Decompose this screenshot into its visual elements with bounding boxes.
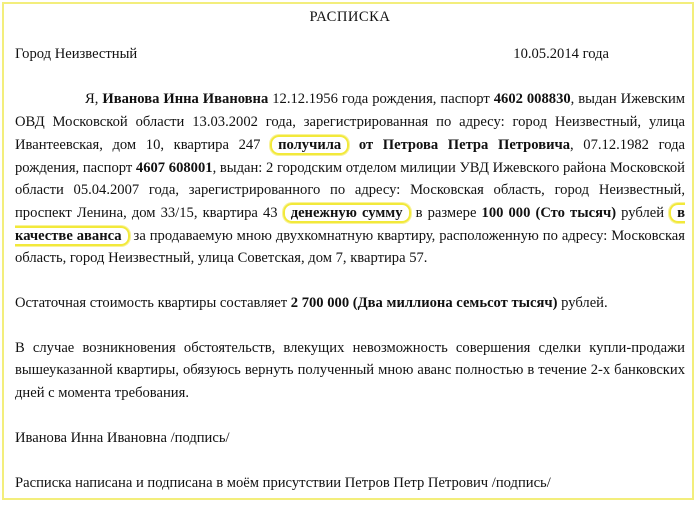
text-fragment: Я, bbox=[85, 91, 103, 108]
text-fragment: рублей. bbox=[557, 295, 608, 312]
highlight-money: денежную сумму bbox=[283, 203, 411, 223]
text-fragment: , выдан Ижевским ОВД Московской области 13.03.2002 года, зарегистрированная по адресу: город Неизвестный, улица Ивантеевская, дом 10, квартира 247 bbox=[15, 91, 685, 153]
obligation-paragraph: В случае возникновения обстоятельств, влекущих невозможность совершения сделки купли-продажи вышеуказанной квартиры, обязуюсь вернуть полученный мною аванс полностью в течение 2-х банковских дней с момента требования. bbox=[15, 339, 685, 402]
text-fragment: за продаваемую мною двухкомнатную квартиру, расположенную по адресу: Московская область, город Неизвестный, улица Советская, дом 7, квартира 57. bbox=[15, 227, 686, 267]
signature-witness: Расписка написана и подписана в моём присутствии Петров Петр Петрович /подпись/ bbox=[15, 474, 551, 491]
borrower-name: Иванова Инна Ивановна bbox=[102, 91, 269, 108]
receipt-document bbox=[15, 6, 685, 494]
text-fragment: рублей bbox=[616, 204, 670, 221]
borrower-passport: 4602 008830 bbox=[493, 91, 571, 108]
highlight-advance: в качестве аванса bbox=[15, 204, 685, 244]
text-fragment: , выдан: 2 городским отделом милиции УВД Ижевского района Московской области 05.04.2007 года, зарегистрированного по адресу: Московская область, город Неизвестный, проспект Ленина, дом 33/15, квартира 43 bbox=[15, 159, 685, 221]
remaining-cost-paragraph bbox=[15, 292, 685, 315]
date: 10.05.2014 года bbox=[513, 45, 609, 62]
lender-name: от Петрова Петра Петровича bbox=[358, 136, 571, 153]
main-paragraph bbox=[15, 88, 685, 270]
signature-borrower: Иванова Инна Ивановна /подпись/ bbox=[15, 429, 230, 446]
document-header bbox=[15, 43, 685, 66]
text-fragment: 12.12.1956 года рождения, паспорт bbox=[268, 91, 494, 108]
highlight-received: получила bbox=[270, 135, 349, 155]
lender-passport: 4607 608001 bbox=[135, 159, 213, 176]
text-fragment bbox=[349, 137, 359, 153]
city: Город Неизвестный bbox=[15, 45, 138, 62]
text-fragment: Остаточная стоимость квартиры составляет bbox=[15, 295, 291, 312]
amount: 100 000 (Сто тысяч) bbox=[481, 204, 617, 221]
text-fragment: , 07.12.1982 года рождения, паспорт bbox=[15, 136, 685, 176]
document-title: РАСПИСКА bbox=[309, 9, 391, 25]
text-fragment: в размере bbox=[410, 204, 482, 221]
remaining-cost: 2 700 000 (Два миллиона семьсот тысяч) bbox=[290, 295, 558, 312]
